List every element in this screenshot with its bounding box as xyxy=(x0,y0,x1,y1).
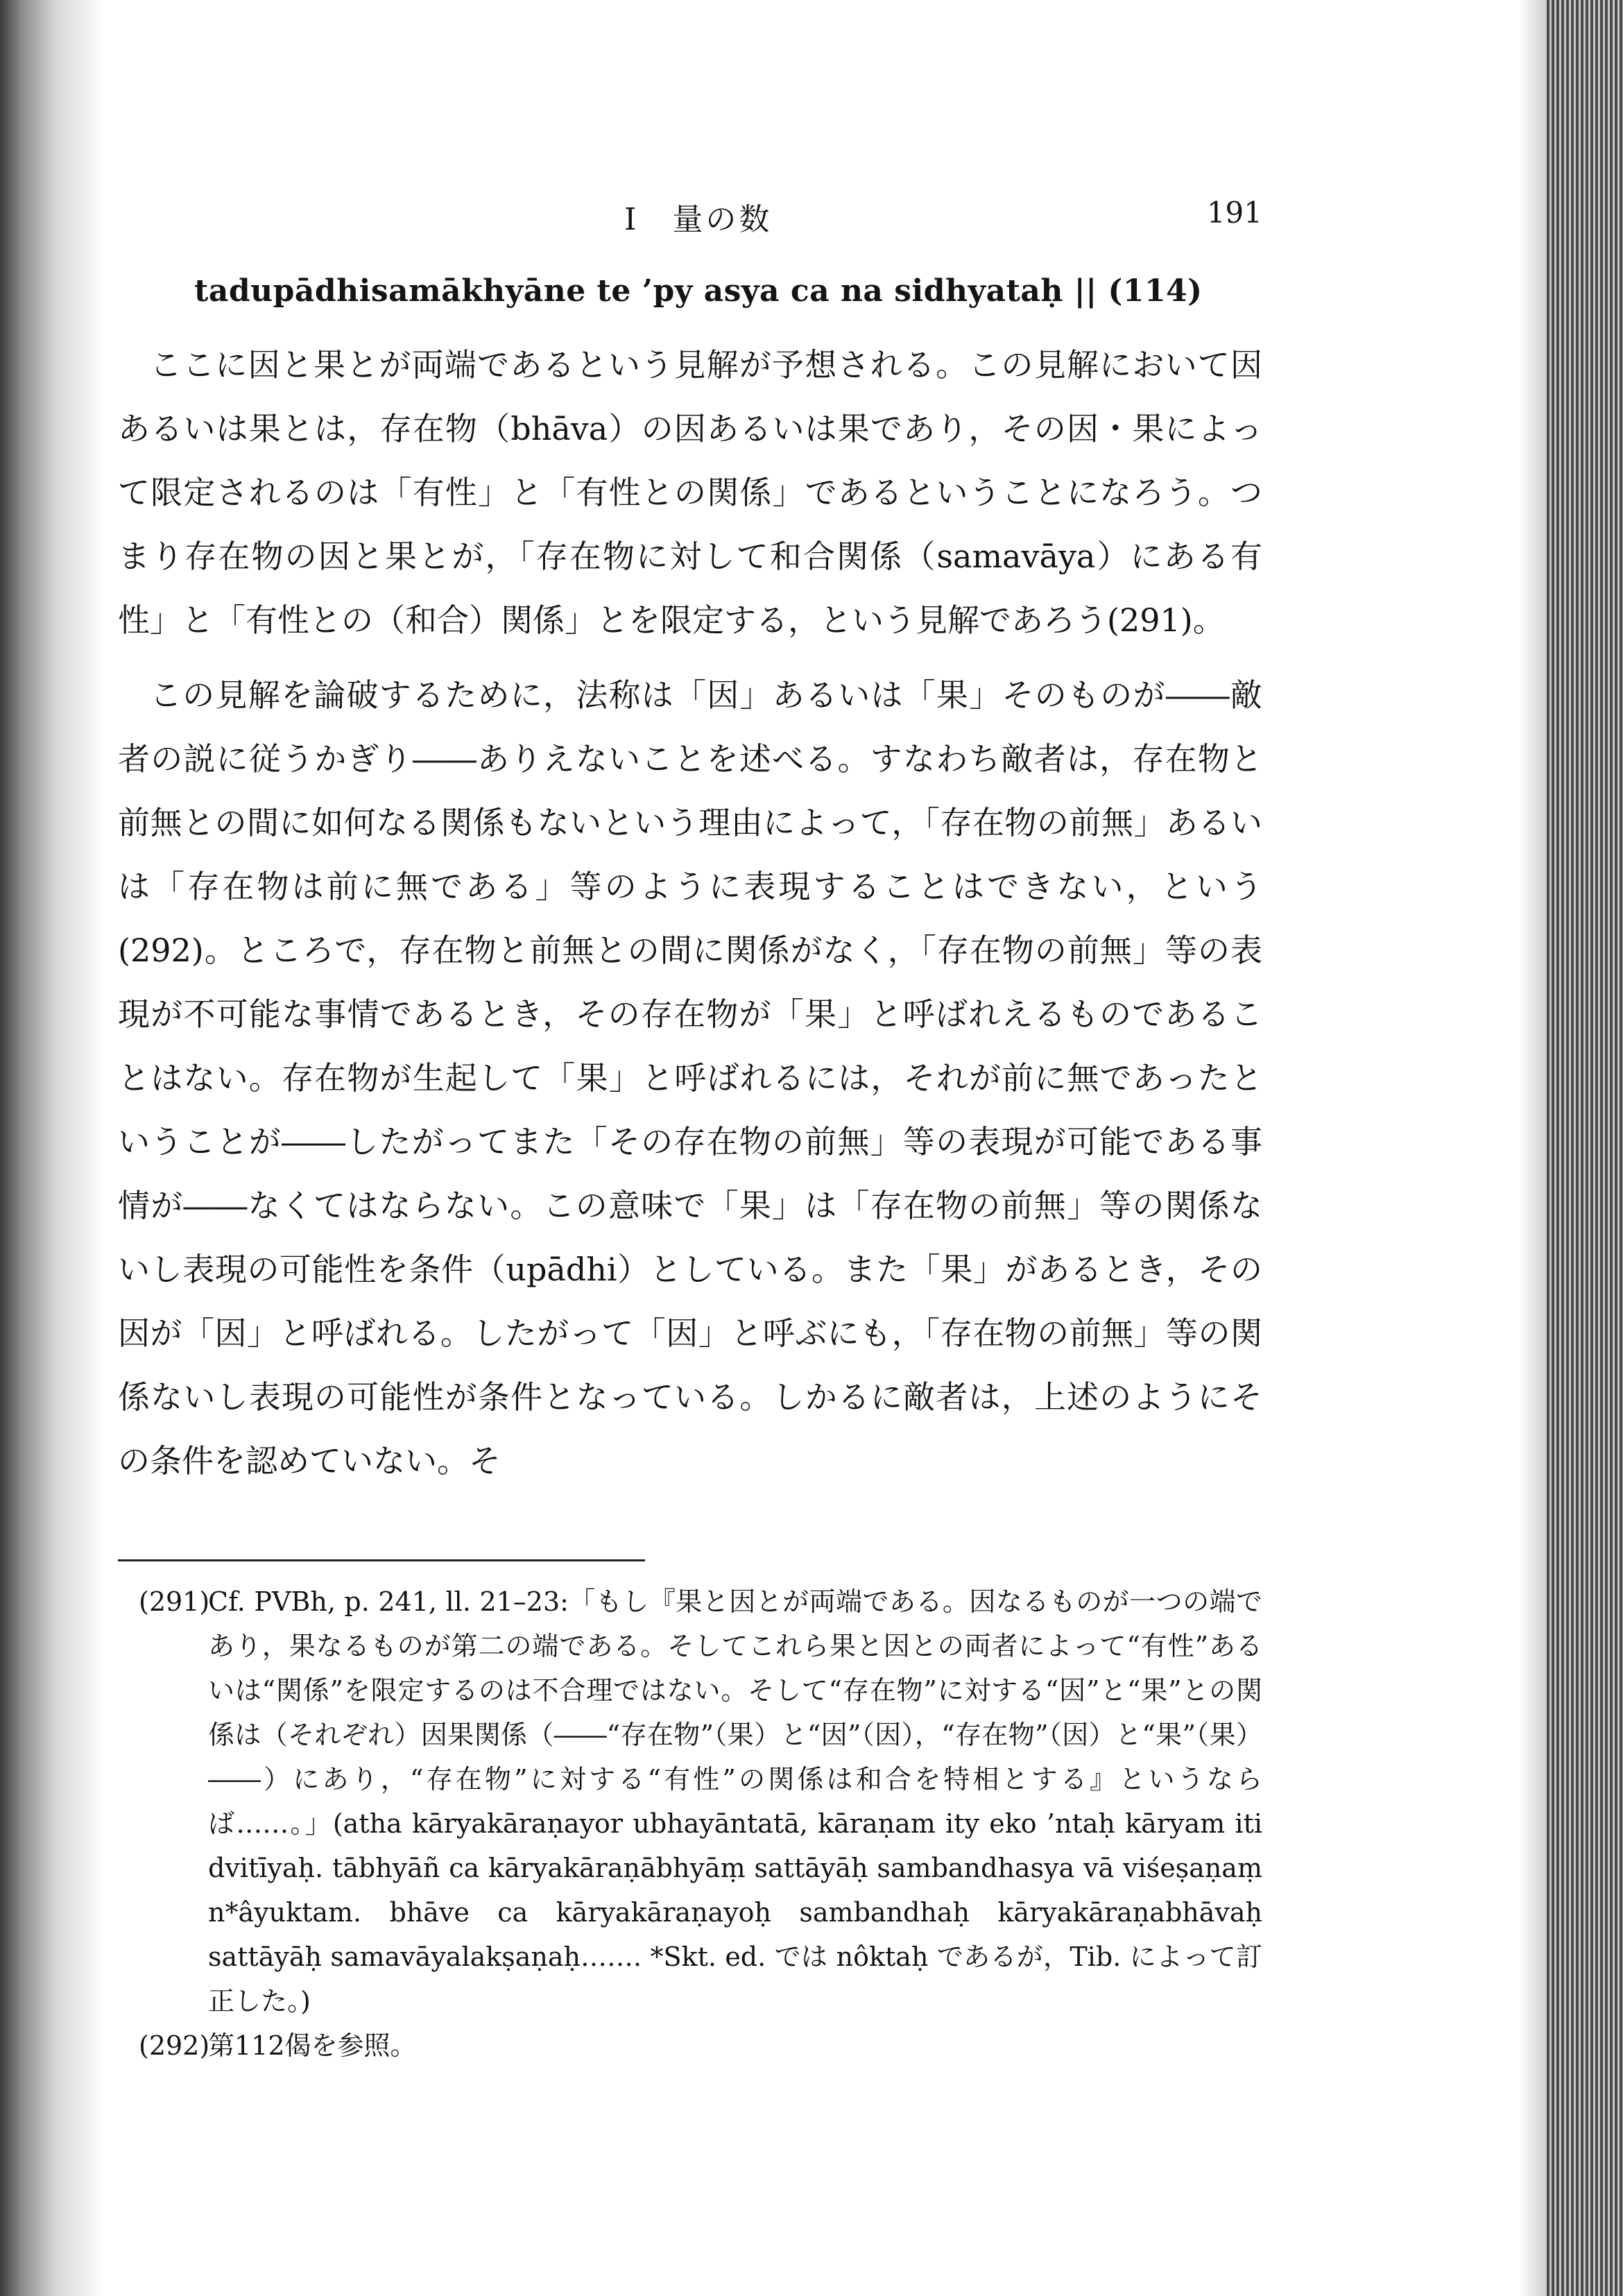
running-title: I 量の数 xyxy=(624,202,773,237)
body-text xyxy=(118,333,1262,1493)
footnote xyxy=(118,1579,1262,2023)
scan-shadow-left xyxy=(0,0,104,2296)
footnote-number: (292) xyxy=(139,2030,210,2061)
footnotes xyxy=(118,1579,1262,2068)
paragraph: ここに因と果とが両端であるという見解が予想される。この見解において因あるいは果とは，存在物（bhāva）の因あるいは果であり，その因・果によって限定されるのは「有性」と「有性との関係」であるということになろう。つまり存在物の因と果とが，「存在物に対して和合関係（samavāya）にある有性」と「有性との（和合）関係」とを限定する，という見解であろう(291)。 xyxy=(118,346,1262,639)
footnote-rule xyxy=(118,1559,645,1561)
footnote-text: Cf. PVBh, p. 241, ll. 21–23:「もし『果と因とが両端である。因なるものが一つの端であり，果なるものが第二の端である。そしてこれら果と因との両者によって“有性”あるいは“関係”を限定するのは不合理ではない。そして“存在物”に対する“因”と“果”との関係は（それぞれ）因果関係（――“存在物”（果）と“因”（因），“存在物”（因）と“果”（果）――）にあり，“存在物”に対する“有性”の関係は和合を特相とする』というならば……。」(atha kāryakāraṇayor ubhayāntatā, kāraṇam ity eko ’ntaḥ kāryam iti dvitīyaḥ. tābhyāñ ca kāryakāraṇābhyāṃ sattāyāḥ sambandhasya vā viśeṣaṇaṃ n*âyuktam. bhāve ca kāryakāraṇayoḥ sambandhaḥ kāryakāraṇabhāvaḥ sattāyāḥ samavāyalakṣaṇaḥ……. *Skt. ed. では nôktaḥ であるが，Tib. によって訂正した。) xyxy=(208,1586,1262,2016)
running-head xyxy=(118,194,1262,243)
footnote-text: 第112偈を参照。 xyxy=(208,2030,417,2061)
footnote xyxy=(118,2023,1262,2068)
scan-shadow-right-fade xyxy=(1519,0,1547,2296)
verse-line: tadupādhisamākhyāne te ’py asya ca na sidhyataḥ || (114) xyxy=(194,273,1203,309)
book-edge-right xyxy=(1547,0,1623,2296)
book-page xyxy=(118,194,1262,2068)
paragraph: この見解を論破するために，法称は「因」あるいは「果」そのものが――敵者の説に従うかぎり――ありえないことを述べる。すなわち敵者は，存在物と前無との間に如何なる関係もないという理由によって，「存在物の前無」あるいは「存在物は前に無である」等のように表現することはできない，という(292)。ところで，存在物と前無との間に関係がなく，「存在物の前無」等の表現が不可能な事情であるとき，その存在物が「果」と呼ばれえるものであることはない。存在物が生起して「果」と呼ばれるには，それが前に無であったということが――したがってまた「その存在物の前無」等の表現が可能である事情が――なくてはならない。この意味で「果」は「存在物の前無」等の関係ないし表現の可能性を条件（upādhi）としている。また「果」があるとき，その因が「因」と呼ばれる。したがって「因」と呼ぶにも，「存在物の前無」等の関係ないし表現の可能性が条件となっている。しかるに敵者は，上述のようにその条件を認めていない。そ xyxy=(118,676,1262,1480)
page-number: 191 xyxy=(1206,196,1262,230)
footnote-number: (291) xyxy=(139,1586,210,1617)
